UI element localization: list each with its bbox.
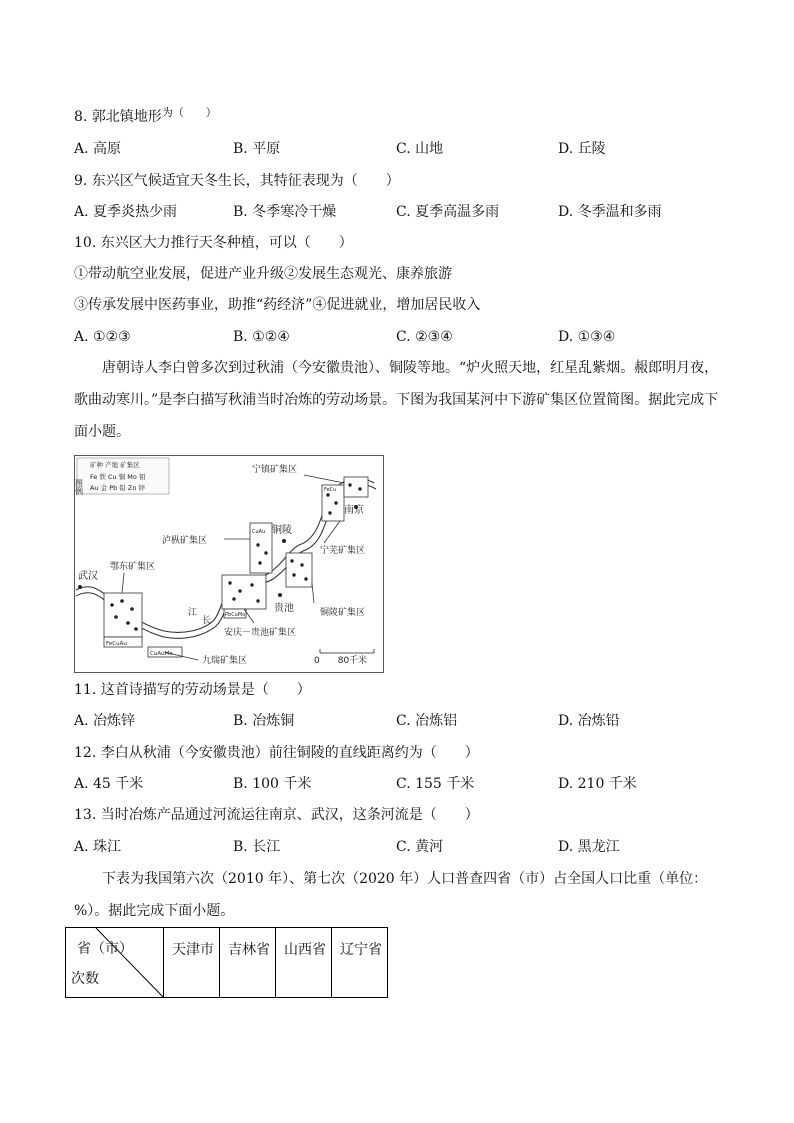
legend-row-1: 矿种 产地 矿集区 bbox=[90, 461, 140, 469]
q12-stem: 12. 李白从秋浦（今安徽贵池）前往铜陵的直线距离约为（ ） bbox=[74, 745, 479, 761]
q13-option-c: C. 黄河 bbox=[396, 839, 444, 855]
legend-row-2: Fe 铁 Cu 铜 Mo 钼 bbox=[90, 473, 146, 481]
q11-option-a: A. 冶炼锌 bbox=[74, 713, 136, 729]
q10-stem: 10. 东兴区大力推行天冬种植，可以（ ） bbox=[74, 235, 353, 251]
q9-option-a: A. 夏季炎热少雨 bbox=[74, 204, 178, 220]
q9-option-c: C. 夏季高温多雨 bbox=[396, 204, 500, 220]
header-tianjin: 天津市 bbox=[164, 928, 220, 998]
q8-stem-tail: 为（ ） bbox=[161, 106, 217, 119]
label-tongling-city: 铜陵 bbox=[272, 525, 292, 536]
census-table bbox=[65, 927, 388, 998]
q8-option-d: D. 丘陵 bbox=[558, 141, 606, 157]
q10-statement-line-2: ③传承发展中医药事业，助推“药经济”④促进就业，增加居民收入 bbox=[74, 297, 481, 313]
q13-stem: 13. 当时冶炼产品通过河流运往南京、武汉，这条河流是（ ） bbox=[74, 807, 479, 823]
q13-option-b: B. 长江 bbox=[233, 839, 281, 855]
q12-option-b: B. 100 千米 bbox=[233, 776, 312, 792]
q12-option-c: C. 155 千米 bbox=[396, 776, 475, 792]
q12-option-d: D. 210 千米 bbox=[558, 776, 637, 792]
q8-option-b: B. 平原 bbox=[233, 141, 281, 157]
q10-statement-line-1: ①带动航空业发展，促进产业升级②发展生态观光、康养旅游 bbox=[74, 266, 452, 282]
passage-libai: 唐朝诗人李白曾多次到过秋浦（今安徽贵池）、铜陵等地。“炉火照天地，红星乱紫烟。赧郎明月夜，歌曲动寒川。”是李白描写秋浦当时冶炼的劳动场景。下图为我国某河中下游矿集区位置简图。据此完成下面小题。 bbox=[74, 360, 719, 440]
q10-option-c: C. ②③④ bbox=[396, 329, 453, 345]
q13-option-d: D. 黑龙江 bbox=[558, 839, 620, 855]
box-tag-anqing: PbCuMo bbox=[225, 612, 246, 618]
label-anqing: 安庆－贵池矿集区 bbox=[224, 628, 297, 638]
q11-option-d: D. 冶炼铅 bbox=[558, 713, 620, 729]
passage-census: 下表为我国第六次（2010 年）、第七次（2020 年）人口普查四省（市）占全国人口比重（单位：%）。据此完成下面小题。 bbox=[74, 871, 708, 919]
table-header-row bbox=[66, 928, 388, 998]
scale-label: 0 80千米 bbox=[314, 656, 368, 666]
q10-option-d: D. ①③④ bbox=[558, 329, 616, 345]
q9-option-d: D. 冬季温和多雨 bbox=[558, 204, 662, 220]
q11-option-b: B. 冶炼铜 bbox=[233, 713, 295, 729]
legend-row-3: Au 金 Pb 铅 Zn 锌 bbox=[90, 484, 146, 492]
ore-district-map bbox=[74, 455, 384, 673]
q11-option-c: C. 冶炼铝 bbox=[396, 713, 458, 729]
header-shanxi: 山西省 bbox=[276, 928, 332, 998]
label-river-b: 江 bbox=[188, 608, 198, 618]
q10-option-a: A. ①②③ bbox=[74, 329, 131, 345]
label-ningwu: 宁芜矿集区 bbox=[320, 546, 366, 556]
q13-option-a: A. 珠江 bbox=[74, 839, 122, 855]
header-liaoning: 辽宁省 bbox=[332, 928, 388, 998]
q8-stem bbox=[74, 106, 217, 125]
q10-option-b: B. ①②④ bbox=[233, 329, 290, 345]
label-nanjing: 南京 bbox=[344, 505, 364, 516]
q11-stem: 11. 这首诗描写的劳动场景是（ ） bbox=[74, 682, 311, 698]
q8-option-a: A. 高原 bbox=[74, 141, 122, 157]
label-jiurui: 九瑞矿集区 bbox=[202, 656, 248, 666]
label-guichi: 贵池 bbox=[274, 603, 294, 614]
q12-option-a: A. 45 千米 bbox=[74, 776, 144, 792]
table-corner-cell bbox=[66, 928, 164, 998]
corner-top-label: 省（市） bbox=[77, 941, 133, 957]
q8-stem-text: 8. 郭北镇地形 bbox=[74, 109, 162, 125]
q9-option-b: B. 冬季寒冷干燥 bbox=[233, 204, 337, 220]
box-tag-ningzhen: FeCu bbox=[324, 487, 337, 493]
header-jilin: 吉林省 bbox=[220, 928, 276, 998]
label-ening: 鄂东矿集区 bbox=[110, 562, 156, 572]
ore-box-tongling bbox=[286, 553, 312, 587]
label-wuhan: 武汉 bbox=[78, 571, 98, 582]
label-river-a: 长 bbox=[202, 616, 212, 626]
label-luzong: 泸枞矿集区 bbox=[162, 536, 208, 546]
q8-option-c: C. 山地 bbox=[396, 141, 444, 157]
box-tag-ening: FeCuAu bbox=[106, 641, 127, 647]
box-tag-jiurui: CuAuMo bbox=[150, 651, 173, 657]
corner-bottom-label: 次数 bbox=[71, 971, 99, 987]
label-ningzhen: 宁镇矿集区 bbox=[252, 465, 298, 475]
box-tag-luzong: CuAu bbox=[252, 529, 266, 535]
legend-title: 图例 bbox=[74, 479, 84, 495]
label-tongling-ore: 铜陵矿集区 bbox=[320, 608, 366, 618]
q9-stem: 9. 东兴区气候适宜天冬生长，其特征表现为（ ） bbox=[74, 173, 400, 189]
